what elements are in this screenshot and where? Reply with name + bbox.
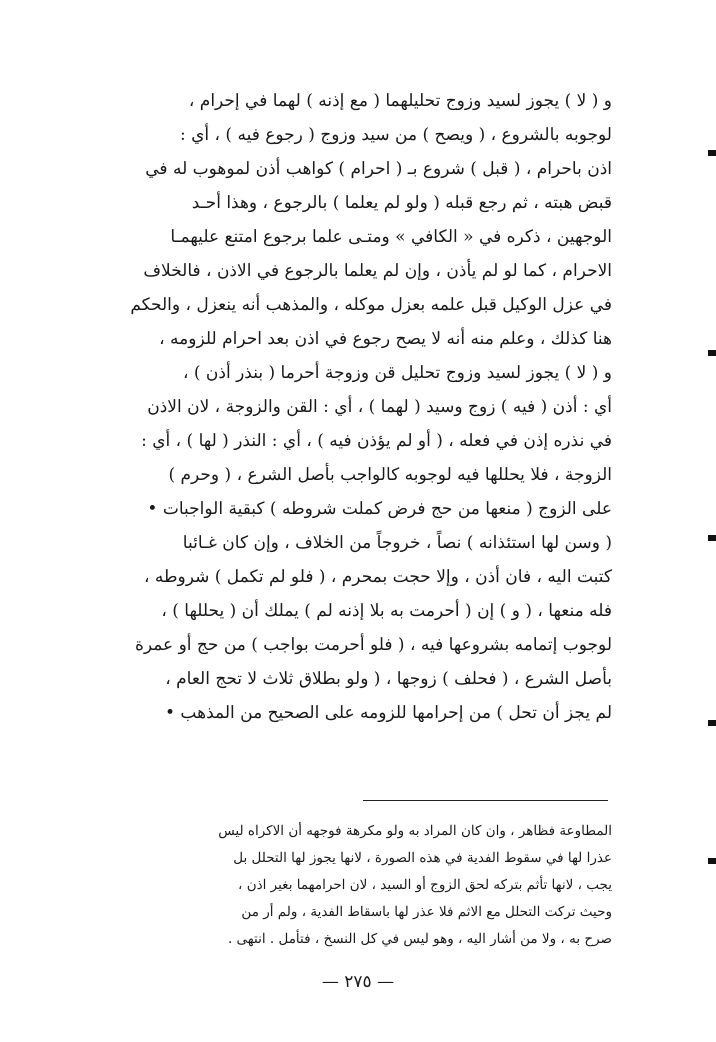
footnote-block — [102, 818, 612, 953]
text-line: الاحرام ، كما لو لم يأذن ، وإن لم يعلما بالرجوع في الاذن ، فالخلاف — [143, 261, 612, 281]
footnote-line: وحيث تركت التحلل مع الاثم فلا عذر لها باسقاط الفدية ، ولم أر من — [241, 904, 612, 920]
text-line: لوجوب إتمامه بشروعها فيه ، ( فلو أحرمت بواجب ) من حج أو عمرة — [134, 635, 612, 655]
text-line: اذن باحرام ، ( قبل ) شروع بـ ( احرام ) كواهب أذن لموهوب له في — [145, 159, 612, 179]
text-line: على الزوج ( منعها من حج فرض كملت شروطه ) كبقية الواجبات • — [147, 499, 612, 519]
text-line: و ( لا ) يجوز لسيد وزوج تحليلهما ( مع إذنه ) لهما في إحرام ، — [188, 91, 612, 111]
text-line: و ( لا ) يجوز لسيد وزوج تحليل قن وزوجة أحرما ( بنذر أذن ) ، — [182, 363, 612, 383]
text-line: قبض هبته ، ثم رجع قبله ( ولو لم يعلما ) بالرجوع ، وهذا أحـد — [191, 193, 612, 213]
text-line: ( وسن لها استئذانه ) نصاً ، خروجاً من الخلاف ، وإن كان غـائبا — [182, 533, 612, 553]
footnote-line: صرح به ، ولا من أشار اليه ، وهو ليس في كل النسخ ، فتأمل . انتهى . — [227, 931, 612, 947]
text-line: لم يجز أن تحل ) من إحرامها للزومه على الصحيح من المذهب • — [164, 703, 612, 723]
main-text-block — [102, 84, 612, 730]
text-line: أي : أذن ( فيه ) زوج وسيد ( لهما ) ، أي : القن والزوجة ، لان الاذن — [147, 397, 612, 417]
text-line: الزوجة ، فلا يحللها فيه لوجوبه كالواجب بأصل الشرع ، ( وحرم ) — [168, 465, 612, 485]
footnote-separator — [363, 800, 608, 801]
margin-tick — [708, 535, 716, 541]
text-line: في عزل الوكيل قبل علمه بعزل موكله ، والمذهب أنه ينعزل ، والحكم — [130, 295, 612, 315]
page-number: — ٢٧٥ — — [321, 972, 395, 992]
margin-tick — [708, 350, 716, 356]
text-line: في نذره إذن في فعله ، ( أو لم يؤذن فيه ) ، أي : النذر ( لها ) ، أي : — [141, 431, 612, 451]
footnote-line: المطاوعة فظاهر ، وان كان المراد به ولو مكرهة فوجهه أن الاكراه ليس — [218, 823, 612, 839]
margin-tick — [708, 150, 716, 156]
margin-tick — [708, 858, 716, 864]
footnote-line: عذرا لها في سقوط الفدية في هذه الصورة ، لانها يجوز لها التحلل بل — [233, 850, 612, 866]
text-line: لوجوبه بالشروع ، ( ويصح ) من سيد وزوج ( رجوع فيه ) ، أي : — [179, 125, 612, 145]
margin-tick — [708, 720, 716, 726]
text-line: هنا كذلك ، وعلم منه أنه لا يصح رجوع في اذن بعد احرام للزومه ، — [159, 329, 612, 349]
text-line: بأصل الشرع ، ( فحلف ) زوجها ، ( ولو بطلاق ثلاث لا تحج العام ، — [165, 669, 612, 689]
footnote-line: يجب ، لانها تأثم بتركه لحق الزوج أو السيد ، لان احرامهما بغير اذن ، — [238, 877, 612, 893]
text-line: الوجهين ، ذكره في « الكافي » ومتـى علما برجوع امتنع عليهمـا — [170, 227, 612, 247]
text-line: فله منعها ، ( و ) إن ( أحرمت به بلا إذنه لم ) يملك أن ( يحللها ) ، — [161, 601, 612, 621]
text-line: كتبت اليه ، فان أذن ، وإلا حجت بمحرم ، ( فلو لم تكمل ) شروطه ، — [143, 567, 612, 587]
